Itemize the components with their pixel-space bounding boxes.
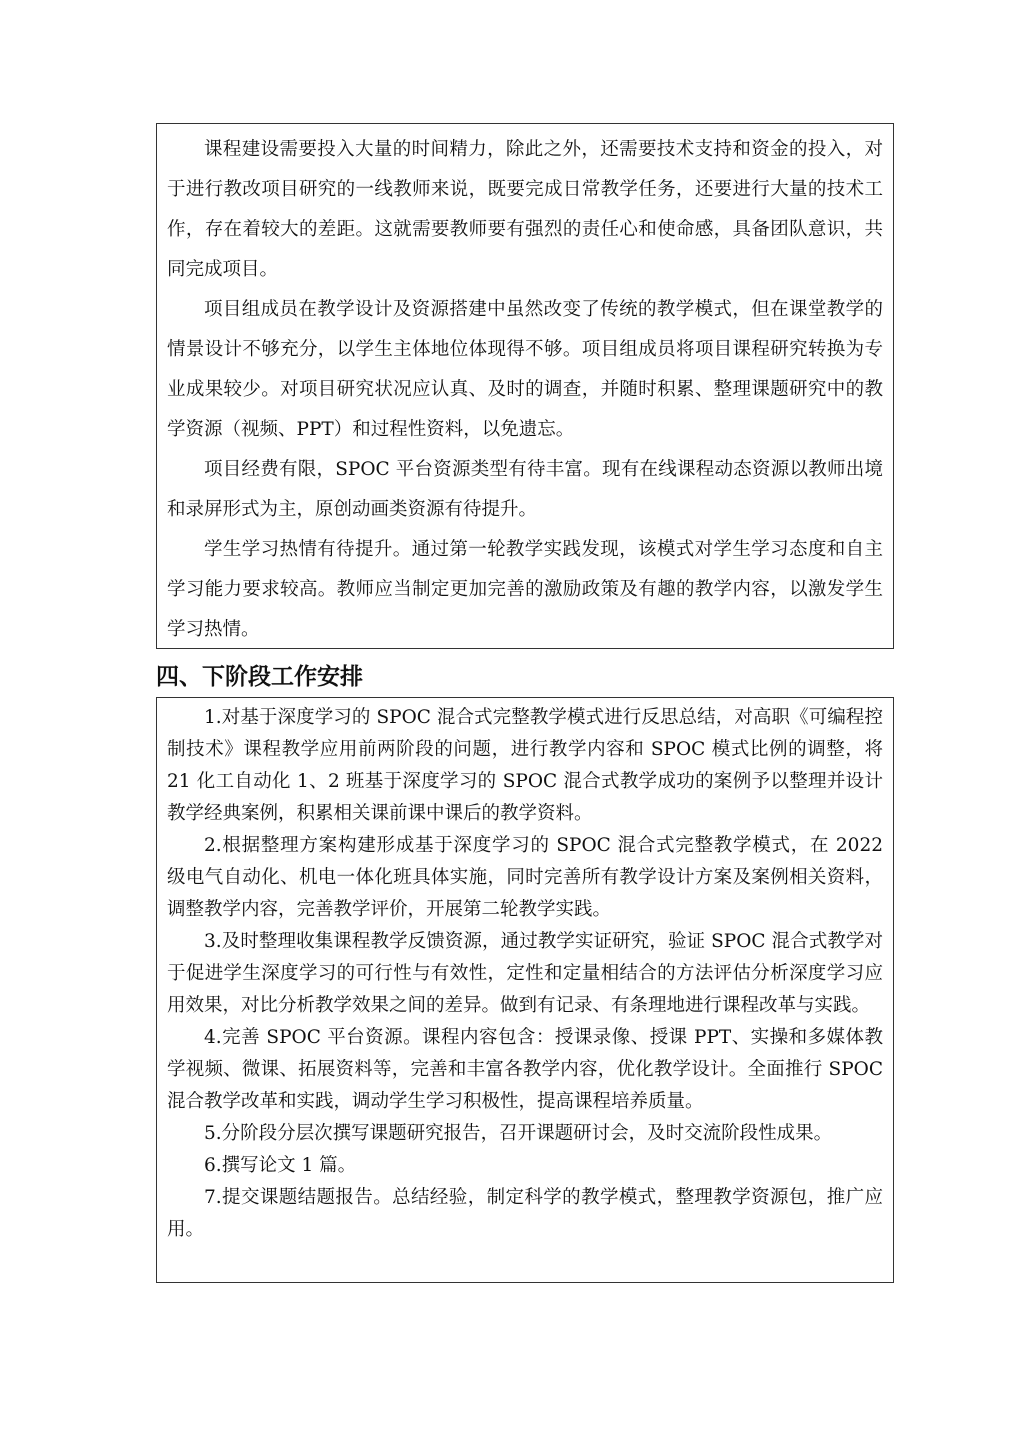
paragraph: 学生学习热情有待提升。通过第一轮教学实践发现，该模式对学生学习态度和自主学习能力要求较高。教师应当制定更加完善的激励政策及有趣的教学内容，以激发学生学习热情。 <box>167 539 883 640</box>
paragraph: 项目经费有限，SPOC 平台资源类型有待丰富。现有在线课程动态资源以教师出境和录屏形式为主，原创动画类资源有待提升。 <box>167 459 883 520</box>
problems-section-box <box>156 123 894 649</box>
plan-item: 2.根据整理方案构建形成基于深度学习的 SPOC 混合式完整教学模式，在 2022 级电气自动化、机电一体化班具体实施，同时完善所有教学设计方案及案例相关资料，调整教学内容，完善教学评价，开展第二轮教学实践。 <box>167 835 883 920</box>
plan-item: 3.及时整理收集课程教学反馈资源，通过教学实证研究，验证 SPOC 混合式教学对于促进学生深度学习的可行性与有效性，定性和定量相结合的方法评估分析深度学习应用效果，对比分析教学效果之间的差异。做到有记录、有条理地进行课程改革与实践。 <box>167 931 883 1016</box>
section-heading: 四、下阶段工作安排 <box>156 664 363 690</box>
paragraph: 课程建设需要投入大量的时间精力，除此之外，还需要技术支持和资金的投入，对于进行教改项目研究的一线教师来说，既要完成日常教学任务，还要进行大量的技术工作，存在着较大的差距。这就需要教师要有强烈的责任心和使命感，具备团队意识，共同完成项目。 <box>167 139 883 280</box>
plan-item: 1.对基于深度学习的 SPOC 混合式完整教学模式进行反思总结，对高职《可编程控制技术》课程教学应用前两阶段的问题，进行教学内容和 SPOC 模式比例的调整，将 21 化工自动化 1、2 班基于深度学习的 SPOC 混合式教学成功的案例予以整理并设计教学经典案例，积累相关课前课中课后的教学资料。 <box>167 707 883 824</box>
paragraph: 项目组成员在教学设计及资源搭建中虽然改变了传统的教学模式，但在课堂教学的情景设计不够充分，以学生主体地位体现得不够。项目组成员将项目课程研究转换为专业成果较少。对项目研究状况应认真、及时的调查，并随时积累、整理课题研究中的教学资源（视频、PPT）和过程性资料，以免遗忘。 <box>167 299 883 440</box>
plan-item: 6.撰写论文 1 篇。 <box>204 1155 357 1176</box>
plan-item: 5.分阶段分层次撰写课题研究报告，召开课题研讨会，及时交流阶段性成果。 <box>204 1123 833 1144</box>
plan-item: 4.完善 SPOC 平台资源。课程内容包含：授课录像、授课 PPT、实操和多媒体教学视频、微课、拓展资料等，完善和丰富各教学内容，优化教学设计。全面推行 SPOC 混合教学改革和实践，调动学生学习积极性，提高课程培养质量。 <box>167 1027 883 1112</box>
plan-item: 7.提交课题结题报告。总结经验，制定科学的教学模式，整理教学资源包，推广应用。 <box>167 1187 883 1240</box>
next-stage-plan-box <box>156 697 894 1283</box>
